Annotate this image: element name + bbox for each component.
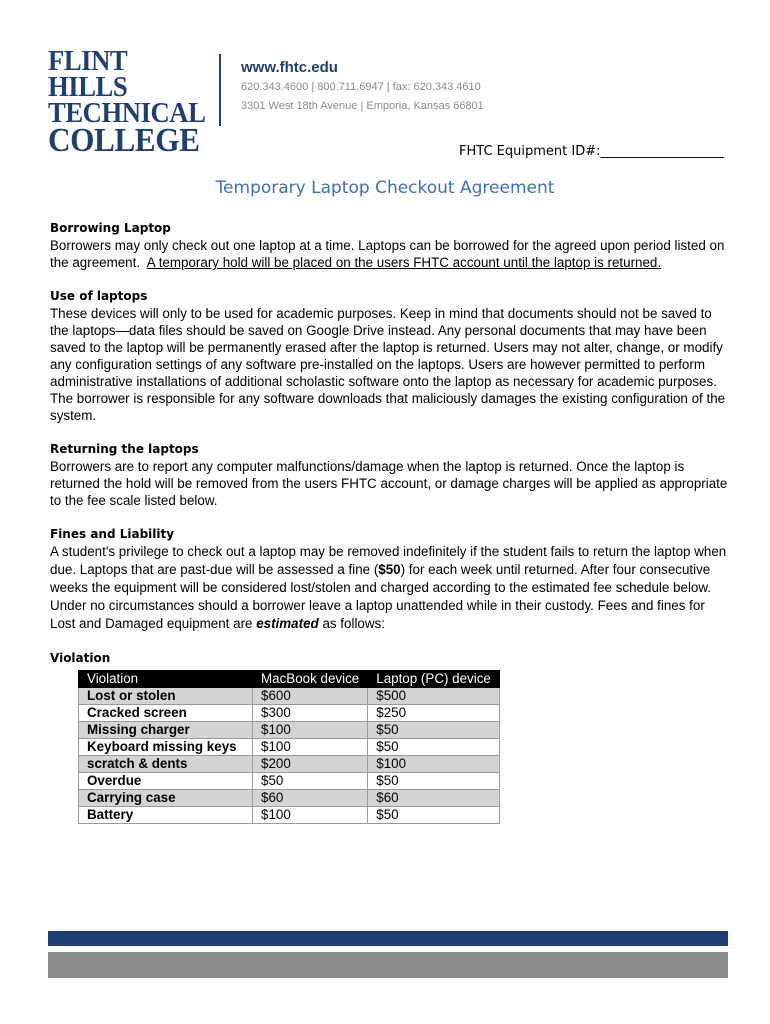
borrowing-text: Borrowers may only check out one laptop at a time. Laptops can be borrowed for the agreed upon period listed on the agreement. (50, 238, 725, 270)
table-row (79, 705, 500, 722)
violation-cell: Missing charger (79, 722, 253, 739)
borrowing-paragraph (50, 237, 728, 271)
table-row (79, 756, 500, 773)
table-row (79, 722, 500, 739)
macbook-fee-cell: $100 (253, 722, 368, 739)
column-header-macbook: MacBook device (253, 671, 368, 688)
contact-info (241, 58, 484, 116)
violation-cell: Cracked screen (79, 705, 253, 722)
column-header-laptop-pc: Laptop (PC) device (368, 671, 500, 688)
violation-heading: Violation (50, 651, 111, 665)
fee-table-header (79, 671, 500, 688)
table-row (79, 773, 500, 790)
footer-blue-bar (48, 931, 728, 946)
pc-fee-cell: $500 (368, 688, 500, 705)
macbook-fee-cell: $600 (253, 688, 368, 705)
use-heading: Use of laptops (50, 289, 148, 303)
pc-fee-cell: $250 (368, 705, 500, 722)
column-header-violation: Violation (79, 671, 253, 688)
macbook-fee-cell: $100 (253, 739, 368, 756)
college-logo (48, 45, 208, 159)
returning-heading: Returning the laptops (50, 442, 199, 456)
table-row (79, 790, 500, 807)
macbook-fee-cell: $60 (253, 790, 368, 807)
violation-cell: scratch & dents (79, 756, 253, 773)
pc-fee-cell: $50 (368, 722, 500, 739)
phone-numbers: 620.343.4600 | 800.711.6947 | fax: 620.343.4610 (241, 81, 481, 93)
footer-grey-bar (48, 952, 728, 978)
borrowing-heading: Borrowing Laptop (50, 221, 171, 235)
header-divider (219, 54, 221, 126)
pc-fee-cell: $50 (368, 739, 500, 756)
table-row (79, 807, 500, 824)
fee-table (78, 670, 500, 824)
fines-text-1: A student's privilege to check out a laptop may be removed indefinitely if the student fails to return the laptop when due. Laptops that are past-due will be assessed a fine ( (50, 544, 727, 577)
fine-amount: $50 (378, 562, 401, 577)
table-row (79, 688, 500, 705)
fines-text-2: ) for each week until returned. After four consecutive weeks the equipment will be considered lost/stolen and charged according to the estimated fee schedule below. Under no circumstances should a borrower leave a laptop unattended while in their custody. Fees and fines for Lost and Damaged equipment are (50, 562, 712, 631)
violation-cell: Carrying case (79, 790, 253, 807)
macbook-fee-cell: $50 (253, 773, 368, 790)
hold-notice: A temporary hold will be placed on the users FHTC account until the laptop is returned. (146, 255, 662, 270)
pc-fee-cell: $50 (368, 807, 500, 824)
address: 3301 West 18th Avenue | Emporia, Kansas 66801 (241, 100, 484, 112)
returning-paragraph: Borrowers are to report any computer malfunctions/damage when the laptop is returned. Once the laptop is returned the hold will be removed from the users FHTC account, or damage charges will be applied as appropriate to the fee scale listed below. (50, 459, 728, 508)
use-paragraph: These devices will only to be used for academic purposes. Keep in mind that documents should not be saved to the laptops—data files should be saved on Google Drive instead. Any personal documents that may have been saved to the laptop will be permanently erased after the laptop is returned. Users may not alter, change, or modify any configuration settings of any software pre-installed on the laptops. Users are however permitted to perform administrative installations of additional scholastic software onto the laptop as necessary for academic purposes. The borrower is responsible for any software downloads that maliciously damages the existing configuration of the system. (50, 306, 726, 423)
logo-line-2: TECHNICAL (48, 97, 206, 129)
website-link[interactable]: www.fhtc.edu (241, 59, 338, 76)
violation-cell: Battery (79, 807, 253, 824)
table-row (79, 739, 500, 756)
macbook-fee-cell: $100 (253, 807, 368, 824)
agreement-body (50, 219, 728, 824)
macbook-fee-cell: $200 (253, 756, 368, 773)
fines-text-3: as follows: (318, 616, 385, 631)
logo-line-1: FLINT HILLS (48, 45, 128, 103)
violation-cell: Overdue (79, 773, 253, 790)
fines-heading: Fines and Liability (50, 527, 175, 541)
macbook-fee-cell: $300 (253, 705, 368, 722)
pc-fee-cell: $60 (368, 790, 500, 807)
estimated-word: estimated (256, 616, 319, 631)
logo-line-3: COLLEGE (48, 122, 200, 159)
page-title: Temporary Laptop Checkout Agreement (215, 178, 555, 198)
pc-fee-cell: $50 (368, 773, 500, 790)
pc-fee-cell: $100 (368, 756, 500, 773)
equipment-id-field: FHTC Equipment ID#:___________________ (459, 144, 724, 159)
violation-cell: Keyboard missing keys (79, 739, 253, 756)
violation-cell: Lost or stolen (79, 688, 253, 705)
fines-paragraph (50, 543, 728, 633)
